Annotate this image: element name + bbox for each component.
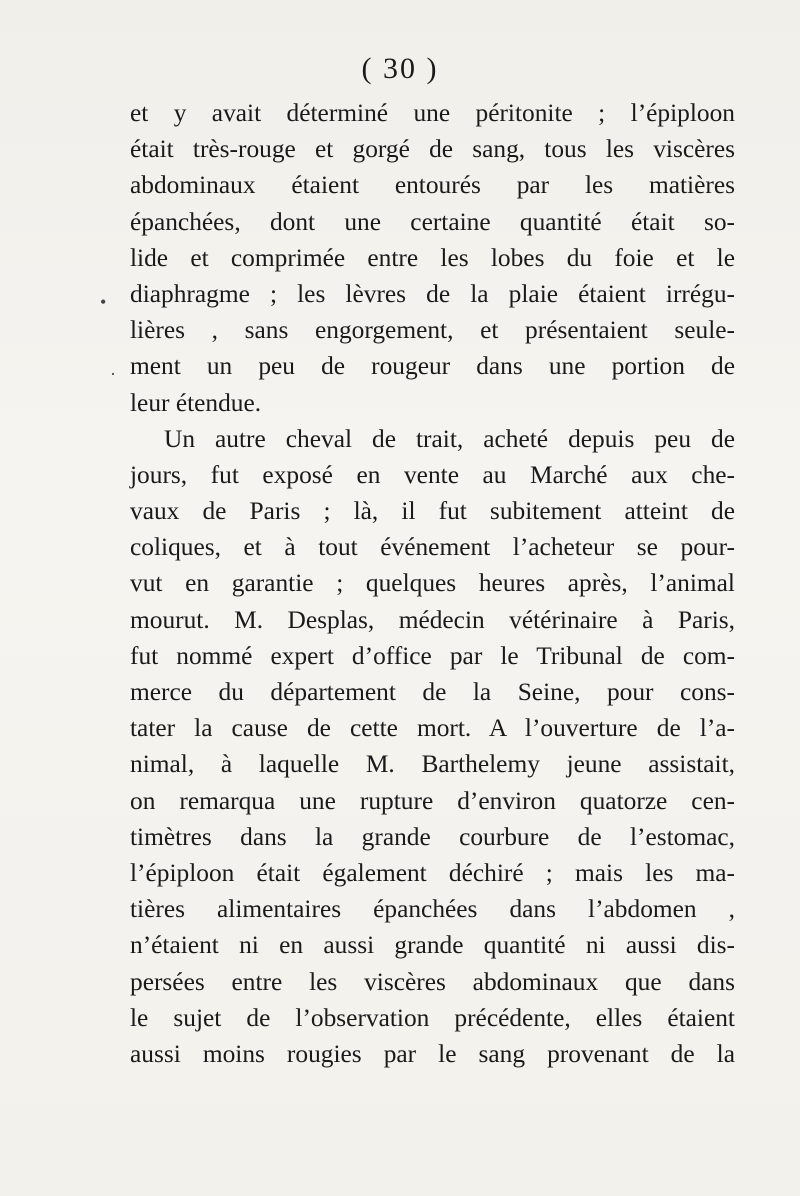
page-number: ( 30 ): [361, 52, 439, 85]
text-line: vut en garantie ; quelques heures après, l’animal: [130, 569, 735, 598]
text-line: tater la cause de cette mort. A l’ouverture de l’a-: [130, 714, 735, 743]
text-line: jours, fut exposé en vente au Marché aux che-: [130, 460, 735, 489]
text-line: diaphragme ; les lèvres de la plaie étaient irrégu-: [130, 279, 735, 308]
text-line: était très-rouge et gorgé de sang, tous les viscères: [130, 135, 735, 164]
text-line: merce du département de la Seine, pour cons-: [130, 678, 735, 706]
text-line: aussi moins rougies par le sang provenant de la: [130, 1039, 735, 1068]
text-line: leur étendue.: [130, 388, 262, 417]
text-line: mourut. M. Desplas, médecin vétérinaire à Paris,: [130, 605, 735, 634]
margin-speck: ·: [110, 364, 116, 384]
text-line: persées entre les viscères abdominaux que dans: [130, 967, 735, 996]
text-line: lières , sans engorgement, et présentaient seule-: [130, 316, 735, 345]
text-line: ment un peu de rougeur dans une portion de: [130, 352, 735, 381]
text-line: abdominaux étaient entourés par les matières: [130, 171, 735, 200]
text-line: et y avait déterminé une péritonite ; l’épiploon: [130, 99, 735, 127]
text-line: vaux de Paris ; là, il fut subitement atteint de: [130, 497, 735, 526]
body-text: [130, 95, 735, 1072]
text-line: tières alimentaires épanchées dans l’abdomen ,: [130, 895, 735, 924]
text-line: on remarqua une rupture d’environ quatorze cen-: [130, 786, 735, 815]
margin-speck: •: [100, 292, 107, 312]
text-line: coliques, et à tout événement l’acheteur se pour-: [130, 533, 735, 562]
text-line: épanchées, dont une certaine quantité était so-: [130, 207, 735, 236]
text-line: nimal, à laquelle M. Barthelemy jeune assistait,: [130, 750, 735, 779]
text-line: timètres dans la grande courbure de l’estomac,: [130, 822, 735, 851]
text-line: lide et comprimée entre les lobes du foie et le: [130, 243, 735, 272]
text-line: n’étaient ni en aussi grande quantité ni aussi dis-: [130, 931, 735, 960]
text-line: l’épiploon était également déchiré ; mais les ma-: [130, 858, 735, 887]
text-line: fut nommé expert d’office par le Tribunal de com-: [130, 641, 735, 670]
text-line: Un autre cheval de trait, acheté depuis peu de: [164, 424, 735, 453]
text-line: le sujet de l’observation précédente, elles étaient: [130, 1003, 735, 1032]
